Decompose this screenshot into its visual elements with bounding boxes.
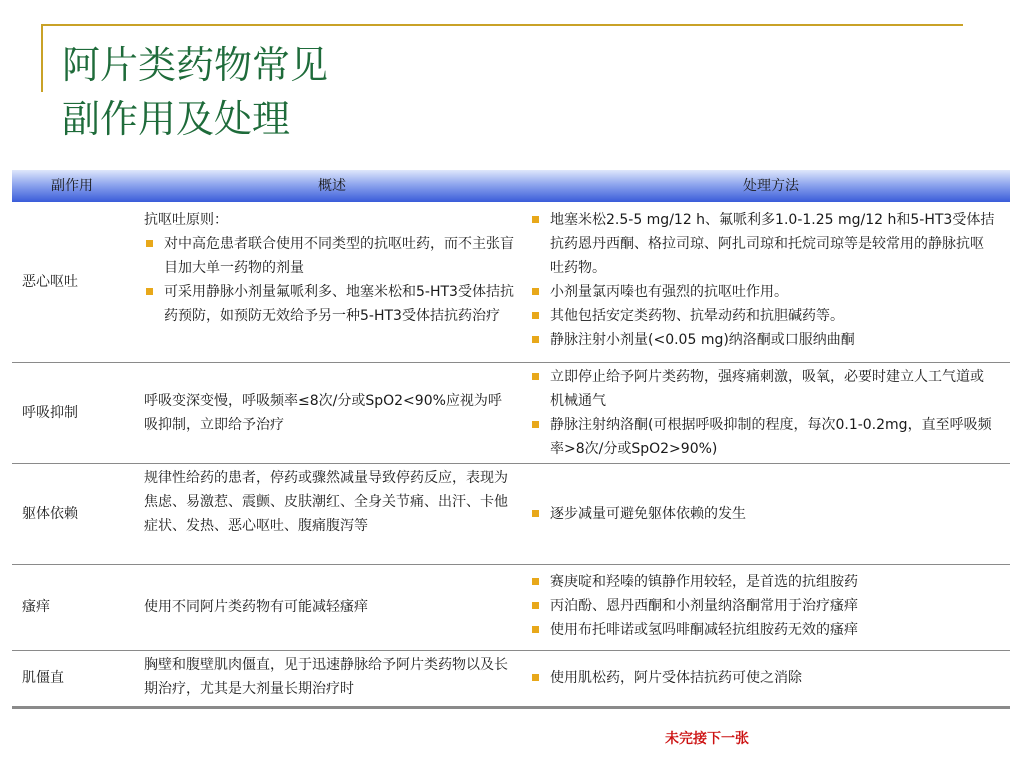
square-bullet-icon	[146, 240, 153, 247]
cell-side-effect: 躯体依赖	[22, 506, 78, 522]
treatment-bullet-list	[530, 208, 996, 352]
list-item: 赛庚啶和羟嗪的镇静作用较轻，是首选的抗组胺药	[530, 570, 996, 594]
table-row	[12, 202, 1010, 363]
cell-side-effect: 恶心呕吐	[22, 274, 78, 290]
list-item: 小剂量氯丙嗪也有强烈的抗呕吐作用。	[530, 280, 996, 304]
square-bullet-icon	[532, 421, 539, 428]
continued-next-slide-note: 未完接下一张	[665, 731, 749, 747]
treatment-bullet-list	[530, 365, 996, 461]
header-overview: 概述	[132, 170, 532, 202]
overview-bullet-list	[144, 232, 514, 328]
title-decoration-left-line	[41, 24, 43, 92]
treatment-bullet-list	[530, 570, 996, 642]
slide-title	[62, 38, 328, 146]
list-item: 丙泊酚、恩丹西酮和小剂量纳洛酮常用于治疗瘙痒	[530, 594, 996, 618]
cell-overview: 胸壁和腹壁肌肉僵直，见于迅速静脉给予阿片类药物以及长期治疗，尤其是大剂量长期治疗时	[144, 657, 508, 697]
slide-title-line-1: 阿片类药物常见	[62, 43, 329, 87]
list-item: 对中高危患者联合使用不同类型的抗呕吐药，而不主张盲目加大单一药物的剂量	[144, 232, 514, 280]
list-item: 可采用静脉小剂量氟哌利多、地塞米松和5-HT3受体拮抗药预防，如预防无效给予另一种5-HT3受体拮抗药治疗	[144, 280, 514, 328]
table-row	[12, 651, 1010, 709]
list-item: 其他包括安定类药物、抗晕动药和抗胆碱药等。	[530, 304, 996, 328]
list-item: 立即停止给予阿片类药物，强疼痛刺激，吸氧，必要时建立人工气道或机械通气	[530, 365, 996, 413]
cell-overview: 呼吸变深变慢，呼吸频率≤8次/分或SpO2<90%应视为呼吸抑制，立即给予治疗	[144, 393, 502, 433]
list-item: 逐步减量可避免躯体依赖的发生	[530, 502, 996, 526]
square-bullet-icon	[532, 674, 539, 681]
square-bullet-icon	[532, 288, 539, 295]
treatment-bullet-list	[530, 666, 996, 690]
header-treatment: 处理方法	[532, 170, 1010, 202]
table-header-row	[12, 170, 1010, 202]
list-item: 使用布托啡诺或氢吗啡酮减轻抗组胺药无效的瘙痒	[530, 618, 996, 642]
square-bullet-icon	[532, 602, 539, 609]
table-row	[12, 363, 1010, 464]
cell-side-effect: 瘙痒	[22, 599, 50, 615]
square-bullet-icon	[146, 288, 153, 295]
overview-intro: 抗呕吐原则：	[144, 212, 228, 228]
list-item: 静脉注射小剂量(<0.05 mg)纳洛酮或口服纳曲酮	[530, 328, 996, 352]
slide-title-line-2: 副作用及处理	[62, 97, 291, 141]
cell-overview: 规律性给药的患者，停药或骤然减量导致停药反应，表现为焦虑、易激惹、震颤、皮肤潮红、全身关节痛、出汗、卡他症状、发热、恶心呕吐、腹痛腹泻等	[144, 470, 508, 534]
table-row	[12, 565, 1010, 651]
header-side-effect: 副作用	[12, 170, 132, 202]
cell-overview	[144, 208, 514, 328]
cell-side-effect: 呼吸抑制	[22, 405, 78, 421]
cell-overview: 使用不同阿片类药物有可能减轻瘙痒	[144, 599, 368, 615]
list-item: 地塞米松2.5-5 mg/12 h、氟哌利多1.0-1.25 mg/12 h和5-HT3受体拮抗药恩丹西酮、格拉司琼、阿扎司琼和托烷司琼等是较常用的静脉抗呕吐药物。	[530, 208, 996, 280]
title-decoration-top-line	[41, 24, 963, 26]
treatment-bullet-list	[530, 502, 996, 526]
table-body	[12, 202, 1010, 709]
square-bullet-icon	[532, 336, 539, 343]
square-bullet-icon	[532, 312, 539, 319]
table-row	[12, 464, 1010, 565]
list-item: 使用肌松药，阿片受体拮抗药可使之消除	[530, 666, 996, 690]
list-item: 静脉注射纳洛酮(可根据呼吸抑制的程度，每次0.1-0.2mg，直至呼吸频率>8次/分或SpO2>90%)	[530, 413, 996, 461]
square-bullet-icon	[532, 373, 539, 380]
square-bullet-icon	[532, 510, 539, 517]
cell-side-effect: 肌僵直	[22, 670, 64, 686]
square-bullet-icon	[532, 216, 539, 223]
square-bullet-icon	[532, 578, 539, 585]
side-effects-table	[12, 170, 1010, 202]
square-bullet-icon	[532, 626, 539, 633]
